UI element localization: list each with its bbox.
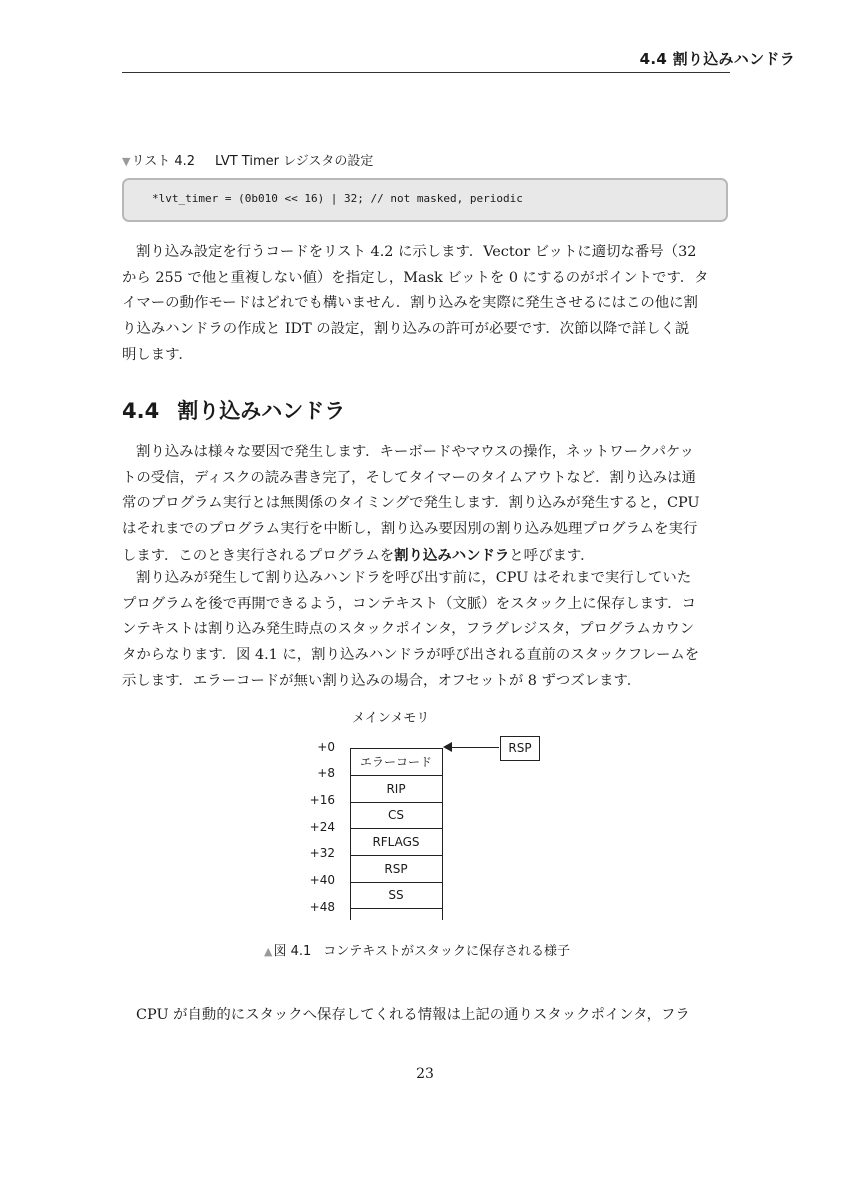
offset-label: +24 [309, 820, 335, 834]
paragraph-line: プログラムを後で再開できるよう，コンテキスト（文脈）をスタック上に保存します．コ [122, 595, 697, 612]
stack-cell-error-code: エラーコード [359, 755, 432, 769]
main-memory-label: メインメモリ [352, 711, 430, 726]
running-header: 4.4 割り込みハンドラ [639, 50, 795, 68]
paragraph-line: はそれまでのプログラム実行を中断し，割り込み要因別の割り込み処理プログラムを実行 [122, 521, 698, 538]
paragraph-interrupt-intro [122, 440, 732, 570]
paragraph-context-save [122, 566, 732, 695]
figure-title: コンテキストがスタックに保存される様子 [323, 944, 571, 959]
paragraph-line: します．このとき実行されるプログラムを割り込みハンドラと呼びます． [122, 546, 595, 564]
offset-label: +32 [309, 846, 335, 860]
paragraph-line: 常のプログラム実行とは無関係のタイミングで発生します．割り込みが発生すると，CPU [122, 495, 700, 512]
paragraph-line: トの受信，ディスクの読み書き完了，そしてタイマーのタイムアウトなど．割り込みは通 [122, 469, 696, 486]
paragraph-line: ンテキストは割り込み発生時点のスタックポインタ，フラグレジスタ，プログラムカウン [122, 621, 695, 638]
stack-cell-ss: SS [388, 888, 404, 902]
stack-cell-rflags: RFLAGS [372, 835, 420, 849]
offset-label: +16 [309, 793, 335, 807]
paragraph-line: から 255 で他と重複しない値）を指定し，Mask ビットを 0 にするのがポイントです．タ [122, 269, 709, 286]
paragraph-line: イマーの動作モードはどれでも構いません．割り込みを実際に発生させるにはこの他に割 [122, 295, 698, 312]
paragraph-line: 割り込みは様々な要因で発生します．キーボードやマウスの操作，ネットワークパケッ [136, 444, 695, 460]
offset-label: +48 [309, 900, 335, 914]
stack-column [350, 748, 442, 920]
paragraph-line: CPU が自動的にスタックへ保存してくれる情報は上記の通りスタックポインタ，フラ [136, 1007, 690, 1023]
paragraph-interrupt-setup [122, 240, 732, 369]
paragraph-line: 割り込みが発生して割り込みハンドラを呼び出す前に，CPU はそれまで実行していた [136, 570, 692, 586]
code-listing-box [122, 178, 728, 222]
paragraph-cpu-saved-info [122, 1003, 732, 1029]
section-number: 4.4 [122, 399, 160, 423]
paragraph-line: 明します． [122, 346, 193, 363]
stack-cell-cs: CS [388, 808, 404, 822]
header-rule [122, 72, 730, 73]
offset-label: +40 [309, 873, 335, 887]
offset-label: +0 [317, 740, 335, 754]
stack-frame-figure [290, 700, 590, 930]
rsp-pointer-box: RSP [500, 736, 540, 761]
listing-caption [122, 150, 373, 169]
section-title: 割り込みハンドラ [177, 399, 346, 423]
code-line: *lvt_timer = (0b010 << 16) | 32; // not masked, periodic [152, 192, 523, 205]
paragraph-line: 示します．エラーコードが無い割り込みの場合，オフセットが 8 ずつズレます． [122, 672, 642, 689]
figure-label: 図 4.1 [273, 944, 312, 959]
emphasized-term: 割り込みハンドラ [394, 546, 510, 564]
stack-cell-rip: RIP [386, 782, 406, 796]
paragraph-line: 割り込み設定を行うコードをリスト 4.2 に示します．Vector ビットに適切な番号（32 [136, 244, 697, 260]
section-heading [122, 395, 345, 425]
figure-marker-icon: ▲ [264, 945, 273, 958]
page-number: 23 [416, 1066, 434, 1082]
paragraph-line: タからなります．図 4.1 に，割り込みハンドラが呼び出される直前のスタックフレームを [122, 647, 700, 664]
offset-label: +8 [317, 766, 335, 780]
paragraph-line: り込みハンドラの作成と IDT の設定，割り込みの許可が必要です．次節以降で詳しく説 [122, 321, 690, 338]
stack-cell-rsp: RSP [384, 862, 408, 876]
listing-label: リスト 4.2 [131, 154, 196, 169]
listing-marker-icon: ▼ [122, 155, 131, 168]
rsp-arrow [450, 747, 499, 748]
figure-caption [264, 940, 570, 959]
listing-title: LVT Timer レジスタの設定 [215, 154, 374, 169]
